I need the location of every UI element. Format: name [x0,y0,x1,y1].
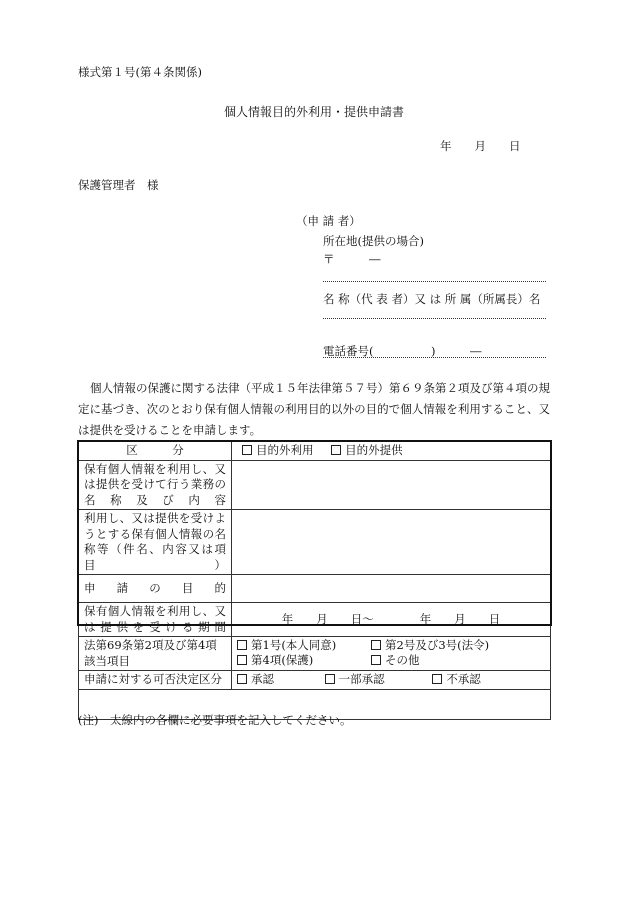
date-line: 年 月 日 [440,139,521,153]
decision-option-reject[interactable]: 不承認 [432,672,481,688]
checkbox-icon[interactable] [237,655,247,665]
info-name-field[interactable] [232,510,551,575]
info-name-label: 利用し、又は提供を受けようとする保有個人情報の名称等（件名、内容又は項目） [79,510,232,575]
category-option-use[interactable]: 目的外利用 [242,443,314,459]
phone-line[interactable] [323,357,546,358]
period-field[interactable]: 年 月 日～ 年 月 日 [232,603,551,637]
article-option-1[interactable]: 第1号(本人同意) [237,638,357,653]
address-line[interactable] [323,281,546,282]
application-table [78,441,551,720]
postal-mark: 〒 ― [323,252,381,266]
checkbox-icon[interactable] [237,640,247,650]
category-options [232,442,551,461]
checkbox-icon[interactable] [325,674,335,684]
checkbox-icon[interactable] [371,640,381,650]
checkbox-icon[interactable] [237,674,247,684]
checkbox-icon[interactable] [242,445,252,455]
note: (注) 太線内の各欄に必要事項を記入してください。 [78,713,352,727]
period-row [79,603,551,637]
business-label: 保有個人情報を利用し、又は提供を受けて行う業務の名称及び内容 [79,460,232,510]
applicant-heading: （申 請 者） [296,214,361,228]
address-label: 所在地(提供の場合) [323,234,424,248]
checkbox-icon[interactable] [331,445,341,455]
purpose-label: 申 請 の 目 的 [79,575,232,603]
form-number: 様式第１号(第４条関係) [78,65,202,79]
application-statement: 個人情報の保護に関する法律（平成１５年法律第５７号）第６９条第２項及び第４項の規定に基づき、次のとおり保有個人情報の利用目的以外の目的で個人情報を利用すること、又は提供を受けることを申請します。 [78,381,550,437]
decision-label: 申請に対する可否決定区分 [79,671,232,690]
period-label: 保有個人情報を利用し、又は提供を受ける期間 [79,603,232,637]
business-field[interactable] [232,460,551,510]
article-options [232,637,551,671]
purpose-field[interactable] [232,575,551,603]
article-option-3[interactable]: 第4項(保護) [237,653,357,668]
purpose-row [79,575,551,603]
page-title: 個人情報目的外利用・提供申請書 [224,105,405,119]
category-row [79,442,551,461]
article-option-2[interactable]: 第2号及び3号(法令) [371,638,489,653]
phone-label: 電話番号( ) ― [323,344,482,358]
decision-options [232,671,551,690]
business-row [79,460,551,510]
article-label: 法第69条第2項及び第4項該当項目 [79,637,232,671]
name-label: 名 称（代 表 者）又 は 所 属（所属長）名 [323,292,541,306]
decision-option-approve[interactable]: 承認 [237,672,307,688]
article-option-4[interactable]: その他 [371,653,420,668]
decision-row [79,671,551,690]
decision-option-partial[interactable]: 一部承認 [325,672,415,688]
name-line[interactable] [323,318,546,319]
checkbox-icon[interactable] [432,674,442,684]
info-name-row [79,510,551,575]
category-option-provide[interactable]: 目的外提供 [331,443,403,459]
addressee: 保護管理者 様 [78,178,159,192]
category-label: 区 分 [79,442,232,461]
article-row [79,637,551,671]
checkbox-icon[interactable] [371,655,381,665]
